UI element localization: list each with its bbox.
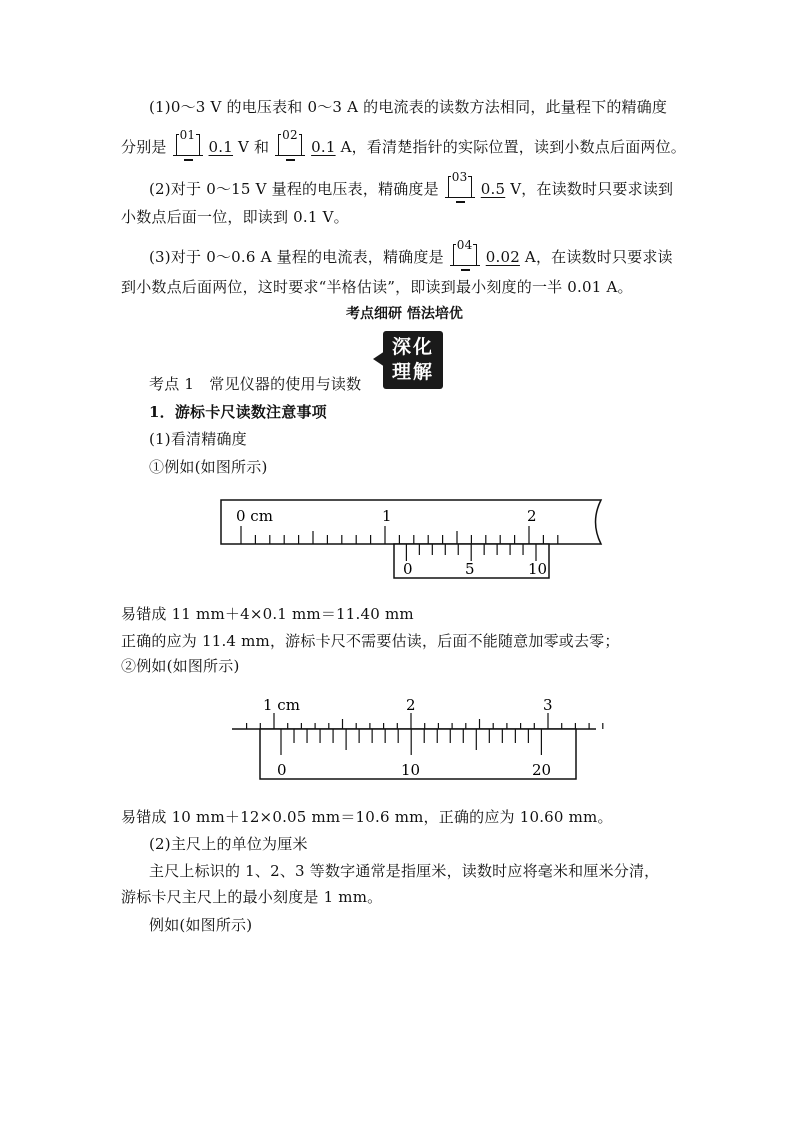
main-scale-label: 0 cm: [236, 507, 273, 525]
vernier-scale-label: 5: [465, 560, 475, 578]
para2-post: V，在读数时只要求读到: [510, 180, 674, 198]
section-badge: [383, 331, 443, 389]
para1-post: A，看清楚指针的实际位置，读到小数点后面两位。: [340, 138, 686, 156]
badge-line2: 理解: [391, 361, 434, 383]
para2-line1: [149, 170, 674, 200]
vernier-scale-label: 10: [401, 761, 421, 779]
sub-heading-precision: (1)看清精确度: [149, 430, 247, 448]
para2-line2: 小数点后面一位，即读到 0.1 V。: [121, 208, 349, 226]
example-3-label: 例如(如图所示): [149, 916, 253, 934]
para1-mid: V 和: [237, 138, 270, 156]
answer-blank-1: [175, 128, 201, 158]
para3-post: A，在读数时只要求读: [524, 248, 673, 266]
main-scale-label: 1 cm: [263, 696, 300, 714]
unit-body-line1: 主尺上标识的 1、2、3 等数字通常是指厘米，读数时应将毫米和厘米分清，: [149, 862, 660, 880]
example-2-label: ②例如(如图所示): [121, 657, 240, 675]
heading-caliper-notes: 1．游标卡尺读数注意事项: [149, 403, 327, 421]
answer-value-3: 0.5: [480, 180, 506, 198]
answer-value-1: 0.1: [208, 138, 234, 156]
example-1-label: ①例如(如图所示): [149, 458, 268, 476]
wrong-reading-1: 易错成 11 mm＋4×0.1 mm＝11.40 mm: [121, 605, 414, 623]
vernier-scale-label: 10: [528, 560, 548, 578]
wrong-reading-2: 易错成 10 mm＋12×0.05 mm＝10.6 mm，正确的应为 10.60 mm。: [121, 808, 613, 826]
answer-blank-3: [447, 170, 473, 200]
topic-title: 考点 1 常见仪器的使用与读数: [149, 375, 362, 393]
para3-line2: 到小数点后面两位，这时要求“半格估读”，即读到最小刻度的一半 0.01 A。: [121, 278, 633, 296]
answer-value-4: 0.02: [485, 248, 520, 266]
blank-number: 04: [456, 238, 473, 252]
main-scale-label: 3: [543, 696, 553, 714]
main-scale-label: 2: [527, 507, 537, 525]
para1-pre: 分别是: [121, 138, 167, 156]
para1-line1: (1)0～3 V 的电压表和 0～3 A 的电流表的读数方法相同，此量程下的精确度: [149, 98, 668, 116]
para3-pre: (3)对于 0～0.6 A 量程的电流表，精确度是: [149, 248, 444, 266]
answer-value-2: 0.1: [311, 138, 336, 156]
main-scale-label: 2: [406, 696, 416, 714]
main-scale-label: 1: [382, 507, 392, 525]
answer-blank-4: [452, 238, 478, 268]
vernier-scale-label: 20: [532, 761, 552, 779]
para3-line1: [149, 238, 673, 268]
vernier-caliper-figure-1: [218, 490, 610, 590]
section-title: 考点细研 悟法培优: [346, 306, 463, 322]
blank-number: 01: [179, 128, 196, 142]
blank-number: 02: [282, 128, 298, 142]
vernier-scale-label: 0: [277, 761, 287, 779]
answer-blank-2: [277, 128, 303, 158]
unit-body-line2: 游标卡尺主尺上的最小刻度是 1 mm。: [121, 888, 383, 906]
vernier-scale-label: 0: [403, 560, 413, 578]
blank-number: 03: [451, 170, 468, 184]
badge-line1: 深化: [391, 336, 434, 358]
sub-heading-unit: (2)主尺上的单位为厘米: [149, 835, 308, 853]
para2-pre: (2)对于 0～15 V 量程的电压表，精确度是: [149, 180, 439, 198]
correct-reading-1: 正确的应为 11.4 mm，游标卡尺不需要估读，后面不能随意加零或去零；: [121, 632, 620, 650]
vernier-caliper-figure-2: [218, 680, 610, 792]
para1-line2: [121, 128, 686, 158]
